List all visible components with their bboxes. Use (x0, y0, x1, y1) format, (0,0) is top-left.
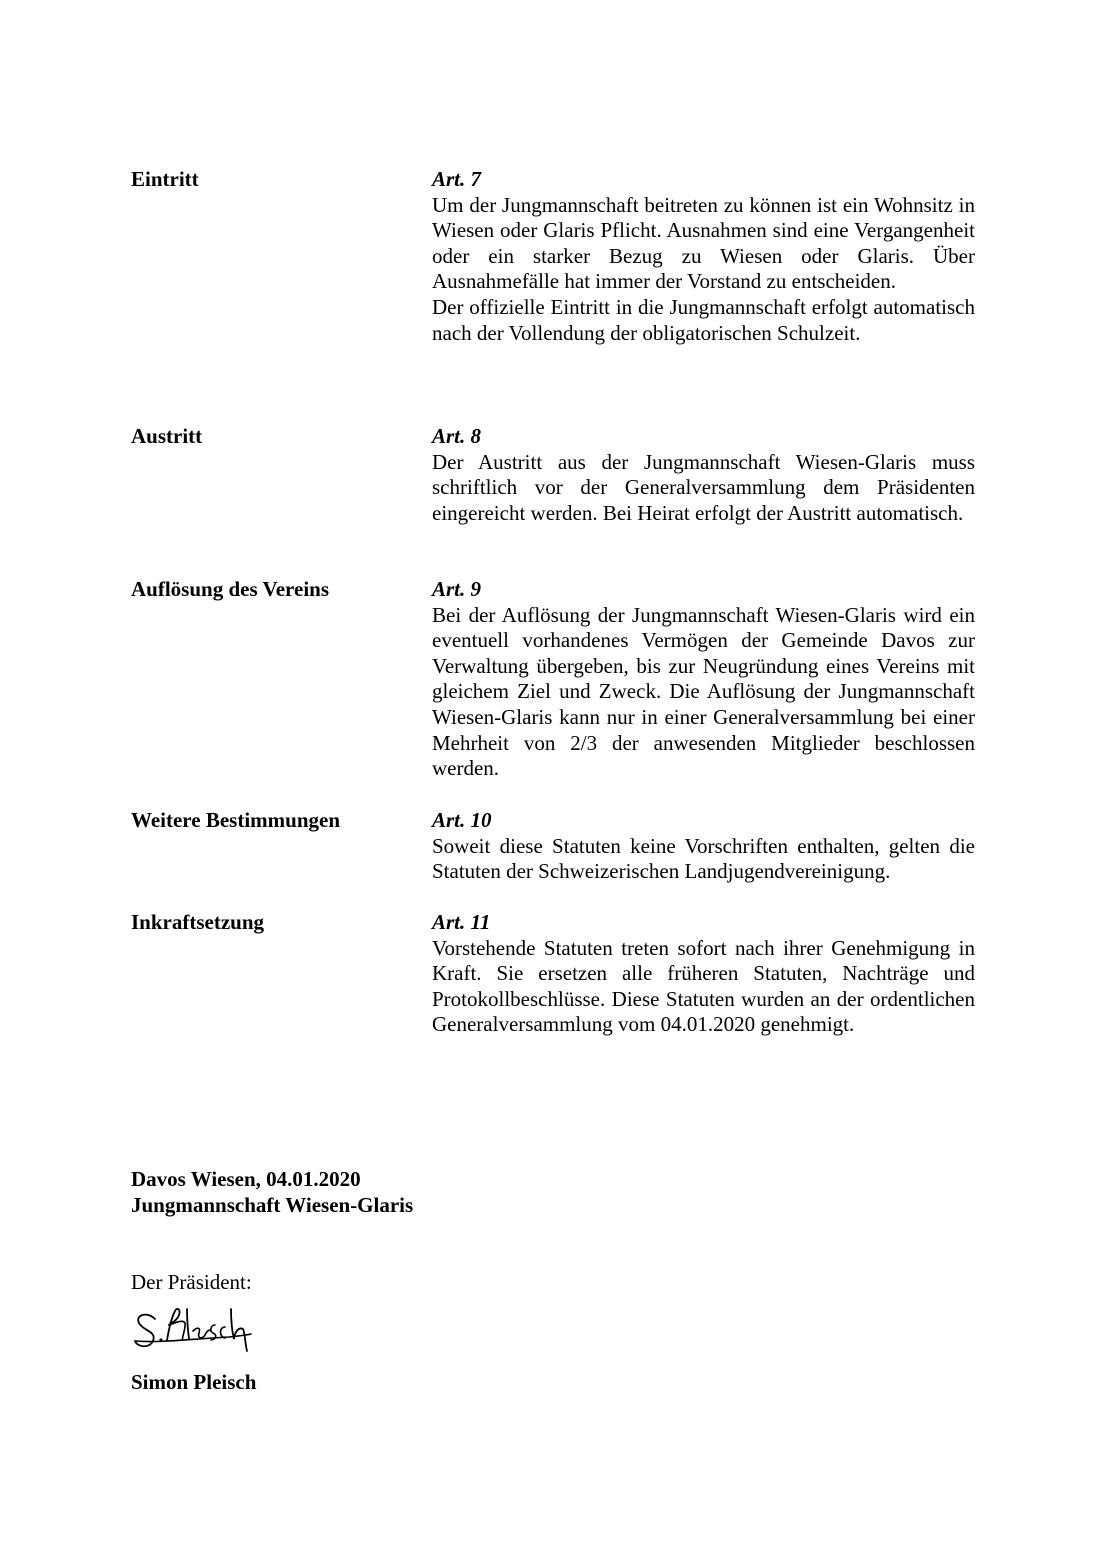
closing-block (131, 1167, 413, 1218)
signatory-block (131, 1370, 256, 1396)
section-heading: Weitere Bestimmungen (131, 808, 340, 832)
article-number: Art. 8 (432, 424, 482, 448)
section-heading: Austritt (131, 424, 203, 448)
section-body (432, 167, 975, 346)
handwritten-signature (131, 1305, 256, 1355)
section-heading: Inkraftsetzung (131, 910, 265, 934)
signatory-name: Simon Pleisch (131, 1370, 257, 1394)
place-date: Davos Wiesen, 04.01.2020 (131, 1167, 361, 1191)
signatory-role: Der Präsident: (131, 1270, 252, 1294)
article-number: Art. 9 (432, 577, 482, 601)
article-paragraph: Bei der Auflösung der Jungmannschaft Wiesen-Glaris wird ein eventuell vorhandenes Vermögen der Gemeinde Davos zur Verwaltung übergeben, bis zur Neugründung eines Vereins mit gleichem Ziel und Zweck. Die Auflösung der Jungmannschaft Wiesen-Glaris kann nur in einer Generalversammlung bei einer Mehrheit von 2/3 der anwesenden Mitglieder beschlossen werden. (432, 602, 975, 781)
article-paragraph: Soweit diese Statuten keine Vorschriften enthalten, gelten die Statuten der Schweizerischen Landjugendvereinigung. (432, 833, 975, 884)
article-number: Art. 7 (432, 167, 482, 191)
article-paragraph: Der offizielle Eintritt in die Jungmannschaft erfolgt automatisch nach der Vollendung der obligatorischen Schulzeit. (432, 294, 975, 345)
article-paragraph: Der Austritt aus der Jungmannschaft Wiesen-Glaris muss schriftlich vor der Generalversammlung dem Präsidenten eingereicht werden. Bei Heirat erfolgt der Austritt automatisch. (432, 449, 975, 525)
role-block (131, 1270, 252, 1296)
section-heading: Auflösung des Vereins (131, 577, 330, 601)
section-heading: Eintritt (131, 167, 199, 191)
article-paragraph: Vorstehende Statuten treten sofort nach ihrer Genehmigung in Kraft. Sie ersetzen alle früheren Statuten, Nachträge und Protokollbeschlüsse. Diese Statuten wurden an der ordentlichen Generalversammlung vom 04.01.2020 genehmigt. (432, 935, 975, 1037)
article-number: Art. 11 (432, 910, 491, 934)
article-number: Art. 10 (432, 808, 492, 832)
organization-name: Jungmannschaft Wiesen-Glaris (131, 1192, 414, 1217)
article-paragraph: Um der Jungmannschaft beitreten zu können ist ein Wohnsitz in Wiesen oder Glaris Pflicht. Ausnahmen sind eine Vergangenheit oder ein starker Bezug zu Wiesen oder Glaris. Über Ausnahmefälle hat immer der Vorstand zu entscheiden. (432, 192, 975, 294)
section-body (432, 577, 975, 782)
section-body (432, 424, 975, 526)
section-body (432, 910, 975, 1038)
section-body (432, 808, 975, 885)
